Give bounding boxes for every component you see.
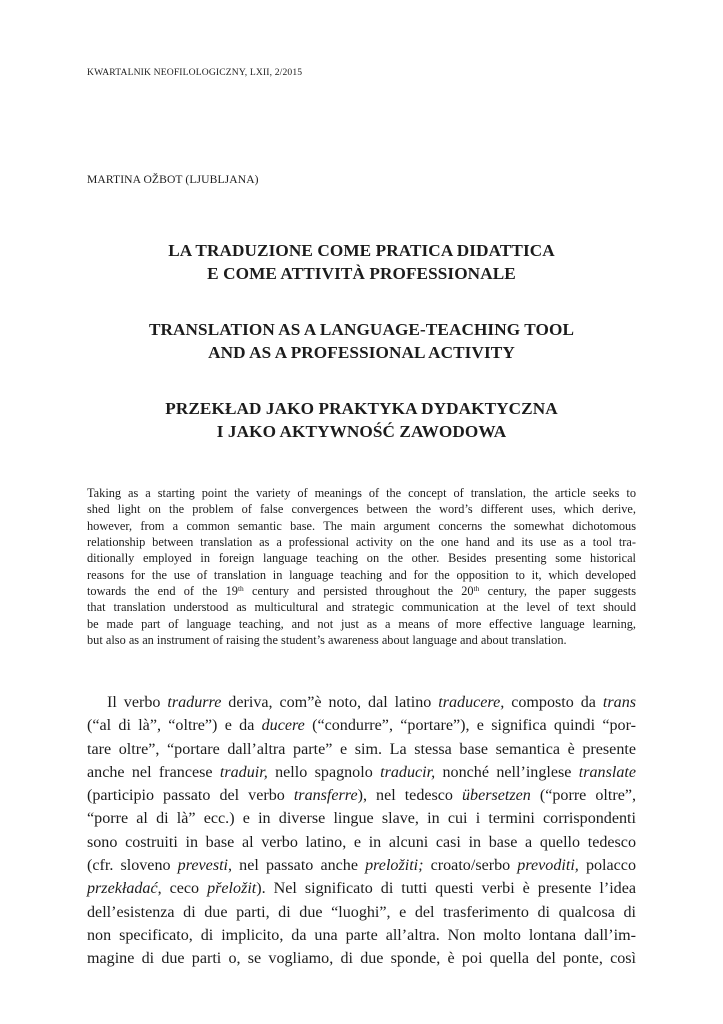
body-text: ). Nel significato di tutti questi verbi è presente l’idea — [256, 880, 637, 898]
italic-term: preložiti; — [365, 857, 424, 875]
body-paragraph — [87, 691, 636, 971]
body-text: Il verbo — [107, 694, 168, 711]
body-text: (“al di là”, “oltre”) e da — [87, 717, 262, 735]
body-line — [87, 807, 636, 830]
abstract-line: relationship between translation as a professional activity on the one hand and its use as a tool tra- — [87, 535, 636, 550]
abstract-line: Taking as a starting point the variety of meanings of the concept of translation, the article seeks to — [87, 486, 636, 500]
body-line — [87, 691, 636, 714]
title-english — [87, 318, 636, 364]
italic-term: prevoditi, — [517, 857, 579, 875]
body-text: (“condurre”, “portare”), e significa quindi “por- — [304, 717, 636, 735]
abstract-text: century, the paper suggests — [479, 584, 637, 599]
abstract-line: ditionally employed in foreign language teaching on the other. Besides presenting some historical — [87, 551, 636, 566]
body-text: , ceco — [157, 880, 208, 898]
body-text: ), nel tedesco — [357, 787, 462, 805]
italic-term: ducere — [261, 717, 305, 735]
italic-term: übersetzen — [462, 787, 531, 805]
italic-term: trans — [602, 694, 636, 711]
abstract-text: century and persisted throughout the 20 — [243, 584, 474, 599]
body-text: deriva, com”è noto, dal latino — [221, 694, 439, 711]
body-line — [87, 854, 636, 877]
body-text: croato/serbo — [423, 857, 518, 875]
author-line: MARTINA OŽBOT (LJUBLJANA) — [87, 173, 259, 186]
body-text: tare oltre”, “portare dall’altra parte” e sim. La stessa base semantica è presente — [87, 740, 636, 758]
body-line — [87, 761, 636, 784]
superscript: th — [473, 584, 480, 593]
abstract-line: that translation understood as multicultural and strategic communication at the level of text should — [87, 600, 636, 615]
body-text: sono costruiti in base al verbo latino, e in alcuni casi in base a quello tedesco — [87, 833, 636, 851]
title-italian — [87, 239, 636, 285]
title-english-line-2: AND AS A PROFESSIONAL ACTIVITY — [208, 343, 515, 362]
abstract-line: shed light on the problem of false convergences between the word’s different uses, which derive, — [87, 502, 636, 517]
body-line — [87, 831, 636, 854]
italic-term: traducir, — [380, 763, 436, 781]
italic-term: přeložit — [207, 880, 257, 898]
body-text: composto da — [504, 694, 603, 711]
body-line — [87, 924, 636, 947]
body-text: dell’esistenza di due parti, di due “luoghi”, e del trasferimento di qualcosa di — [87, 903, 636, 921]
title-polish — [87, 397, 636, 443]
italic-term: przekładać — [87, 880, 158, 898]
abstract-text: towards the end of the 19 — [87, 584, 238, 599]
abstract-line: however, from a common semantic base. The main argument concerns the somewhat dichotomous — [87, 518, 636, 533]
title-italian-line-2: E COME ATTIVITÀ PROFESSIONALE — [207, 264, 516, 283]
abstract-line: but also as an instrument of raising the student’s awareness about language and about translation. — [87, 633, 567, 648]
body-text: polacco — [578, 857, 636, 875]
body-line — [87, 714, 636, 737]
body-text: “porre al di là” ecc.) e in diverse lingue slave, in cui i termini corrispondenti — [87, 810, 636, 828]
abstract — [87, 485, 636, 648]
italic-term: translate — [578, 763, 636, 781]
italic-term: prevesti — [177, 857, 229, 875]
italic-term: transferre — [293, 787, 358, 805]
body-text: nonché nell’inglese — [435, 763, 579, 781]
body-text: magine di due parti o, se vogliamo, di due sponde, è poi quella del ponte, così — [87, 950, 636, 968]
italic-term: traducere, — [438, 694, 505, 711]
superscript: th — [237, 584, 244, 593]
body-text: (cfr. sloveno — [87, 857, 178, 875]
body-line — [87, 947, 636, 970]
body-text: anche nel francese — [87, 763, 220, 781]
body-line — [87, 901, 636, 924]
body-line — [87, 784, 636, 807]
abstract-line: be made part of language teaching, and not just as a means of more effective language learning, — [87, 616, 636, 631]
journal-running-header: KWARTALNIK NEOFILOLOGICZNY, LXII, 2/2015 — [87, 67, 303, 78]
body-text: (participio passato del verbo — [87, 787, 294, 805]
italic-term: tradurre — [167, 694, 222, 711]
body-line — [87, 738, 636, 761]
abstract-line — [87, 583, 636, 599]
body-line — [87, 877, 636, 900]
abstract-line: reasons for the use of translation in language teaching and for the opposition to it, which developed — [87, 567, 636, 582]
title-english-line-1: TRANSLATION AS A LANGUAGE-TEACHING TOOL — [148, 320, 575, 339]
body-text: nello spagnolo — [267, 763, 381, 781]
title-polish-line-2: I JAKO AKTYWNOŚĆ ZAWODOWA — [216, 422, 507, 441]
body-text: , nel passato anche — [228, 857, 366, 875]
body-text: non specificato, di implicito, da una parte all’altra. Non molto lontana dall’im- — [87, 926, 636, 944]
italic-term: traduir, — [219, 763, 268, 781]
title-italian-line-1: LA TRADUZIONE COME PRATICA DIDATTICA — [168, 241, 555, 260]
title-polish-line-1: PRZEKŁAD JAKO PRAKTYKA DYDAKTYCZNA — [165, 399, 558, 418]
body-text: (“porre oltre”, — [530, 787, 637, 805]
